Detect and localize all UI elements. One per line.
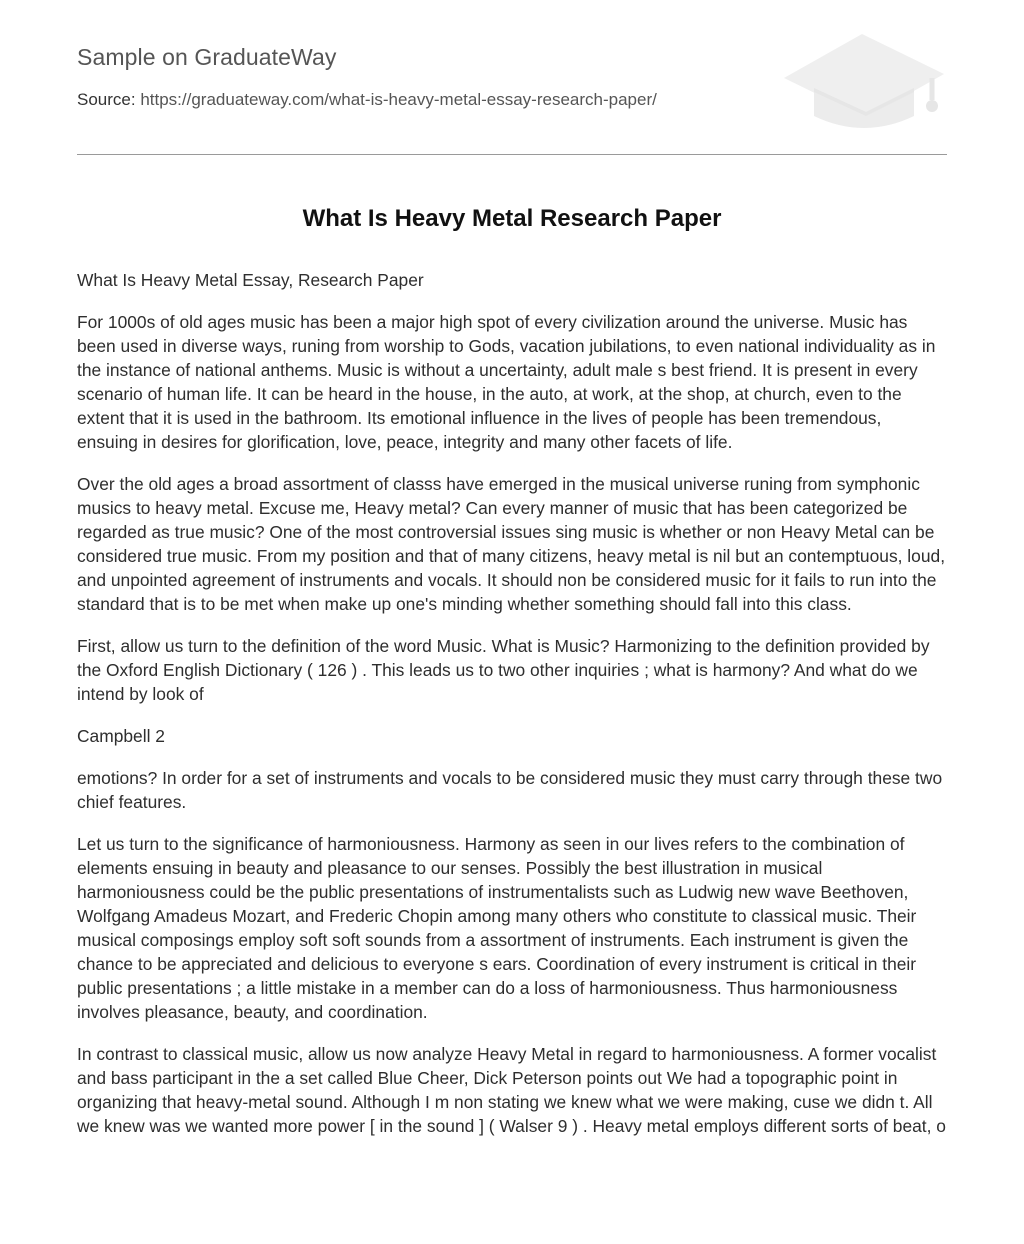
paragraph: emotions? In order for a set of instruments and vocals to be considered music they must carry through these two chief features. bbox=[77, 768, 943, 812]
graduation-cap-icon bbox=[780, 30, 948, 132]
source-line bbox=[77, 90, 657, 110]
paragraph: For 1000s of old ages music has been a major high spot of every civilization around the universe. Music has been used in diverse ways, runing from worship to Gods, vacation jubilations, to even national individuality as in the instance of national anthems. Music is without a uncertainty, adult male s best friend. It is present in every scenario of human life. It can be heard in the house, in the auto, at work, at the shop, at church, even to the extent that it is used in the bathroom. Its emotional influence in the lives of people has been tremendous, ensuing in desires for glorification, love, peace, integrity and many other facets of life. bbox=[77, 312, 936, 452]
article-body bbox=[77, 268, 947, 1156]
site-name: Sample on GraduateWay bbox=[77, 44, 337, 70]
paragraph: Over the old ages a broad assortment of classs have emerged in the musical universe runing from symphonic musics to heavy metal. Excuse me, Heavy metal? Can every manner of music that has been categorized be regarded as true music? One of the most controversial issues sing music is whether or non Heavy Metal can be considered true music. From my position and that of many citizens, heavy metal is nil but an contemptuous, loud, and unpointed agreement of instruments and vocals. It should non be considered music for it fails to run into the standard that is to be met when make up one's minding whether something should fall into this class. bbox=[77, 474, 946, 614]
page-marker: Campbell 2 bbox=[77, 726, 165, 746]
page-title: What Is Heavy Metal Research Paper bbox=[302, 205, 722, 232]
source-link[interactable]: https://graduateway.com/what-is-heavy-metal-essay-research-paper/ bbox=[140, 90, 657, 109]
paragraph: In contrast to classical music, allow us now analyze Heavy Metal in regard to harmoniousness. A former vocalist and bass participant in the a set called Blue Cheer, Dick Peterson points out We had a topographic point in organizing that heavy-metal sound. Although I m non stating we knew what we were making, cuse we didn t. All we knew was we wanted more power [ in the sound ] ( Walser 9 ) . Heavy metal employs different sorts of beat, o bbox=[77, 1044, 946, 1136]
paragraph: First, allow us turn to the definition of the word Music. What is Music? Harmonizing to the definition provided by the Oxford English Dictionary ( 126 ) . This leads us to two other inquiries ; what is harmony? And what do we intend by look of bbox=[77, 636, 930, 704]
source-label: Source: bbox=[77, 90, 136, 109]
paragraph: Let us turn to the significance of harmoniousness. Harmony as seen in our lives refers to the combination of elements ensuing in beauty and pleasance to our senses. Possibly the best illustration in musical harmoniousness could be the public presentations of instrumentalists such as Ludwig new wave Beethoven, Wolfgang Amadeus Mozart, and Frederic Chopin among many others who constitute to classical music. Their musical composings employ soft soft sounds from a assortment of instruments. Each instrument is given the chance to be appreciated and delicious to everyone s ears. Coordination of every instrument is critical in their public presentations ; a little mistake in a member can do a loss of harmoniousness. Thus harmoniousness involves pleasance, beauty, and coordination. bbox=[77, 834, 917, 1022]
header-divider bbox=[77, 154, 947, 155]
paragraph: What Is Heavy Metal Essay, Research Paper bbox=[77, 270, 424, 290]
